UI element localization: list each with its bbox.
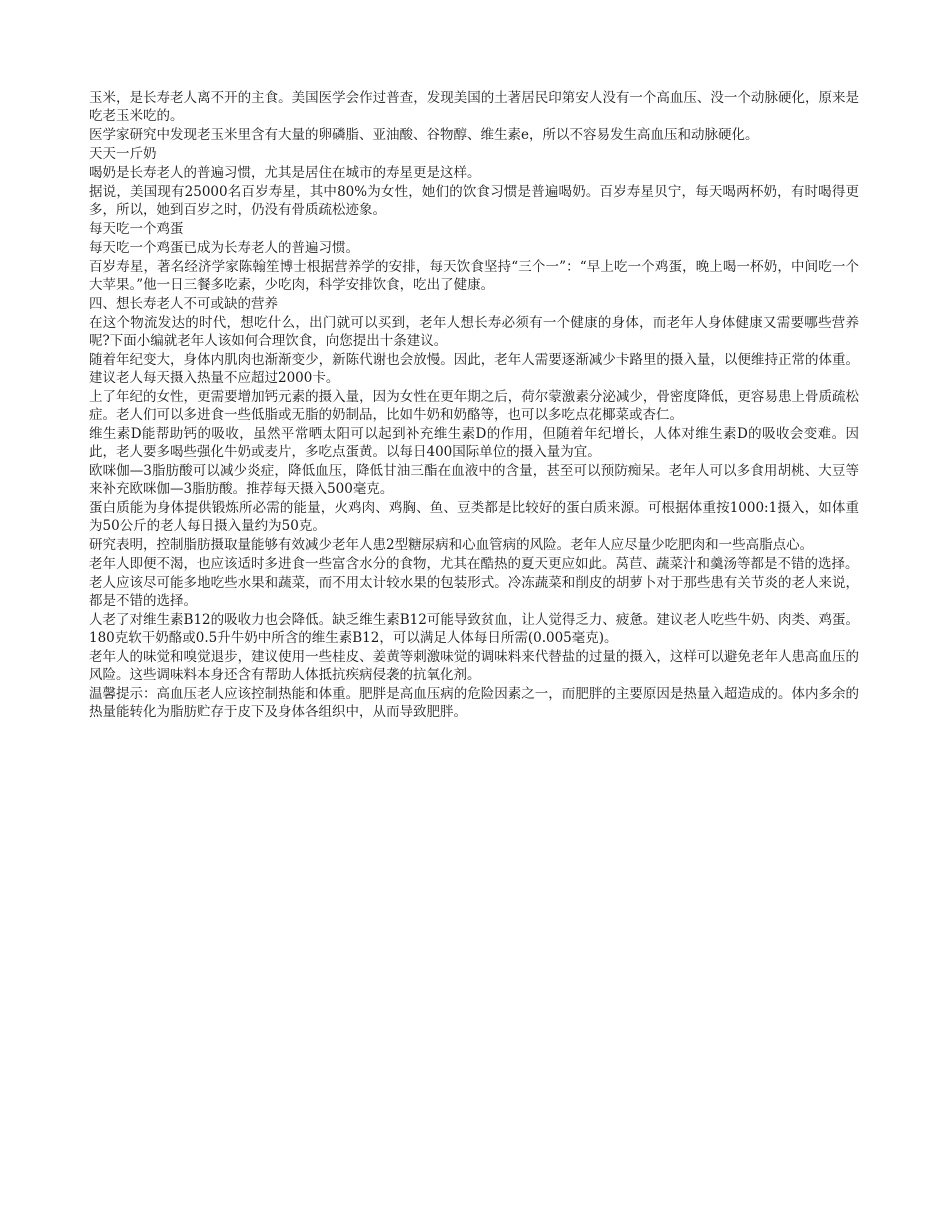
paragraph-egg-habit: 每天吃一个鸡蛋已成为长寿老人的普遍习惯。 [89, 240, 359, 256]
paragraph-vitamin-b12: 人老了对维生素B12的吸收力也会降低。缺乏维生素B12可能导致贫血，让人觉得乏力、疲惫。建议老人吃些牛奶、肉类、鸡蛋。180克软干奶酪或0.5升牛奶中所含的维生素B12，可以满足人体每日所需(0.005毫克)。 [89, 612, 859, 646]
paragraph-corn-staple: 玉米，是长寿老人离不开的主食。美国医学会作过普查，发现美国的土著居民印第安人没有一个高血压、没一个动脉硬化，原来是吃老玉米吃的。 [89, 90, 859, 124]
paragraph-calories: 随着年纪变大，身体内肌肉也渐渐变少，新陈代谢也会放慢。因此，老年人需要逐渐减少卡路里的摄入量，以便维持正常的体重。建议老人每天摄入热量不应超过2000卡。 [89, 352, 859, 386]
paragraph-fat: 研究表明，控制脂肪摄取量能够有效减少老年人患2型糖尿病和心血管病的风险。老年人应尽量少吃肥肉和一些高脂点心。 [89, 537, 814, 553]
paragraph-calcium: 上了年纪的女性，更需要增加钙元素的摄入量，因为女性在更年期之后，荷尔蒙激素分泌减少，骨密度降低，更容易患上骨质疏松症。老人们可以多进食一些低脂或无脂的奶制品，比如牛奶和奶酪等，也可以多吃点花椰菜或杏仁。 [89, 389, 859, 423]
paragraph-milk-centenarians: 据说，美国现有25000名百岁寿星，其中80%为女性，她们的饮食习惯是普遍喝奶。百岁寿星贝宁，每天喝两杯奶，有时喝得更多，所以，她到百岁之时，仍没有骨质疏松迹象。 [89, 184, 859, 218]
heading-daily-egg: 每天吃一个鸡蛋 [89, 221, 184, 237]
heading-daily-milk: 天天一斤奶 [89, 146, 157, 162]
paragraph-vitamin-d: 维生素D能帮助钙的吸收，虽然平常晒太阳可以起到补充维生素D的作用，但随着年纪增长，人体对维生素D的吸收会变难。因此，老人要多喝些强化牛奶或麦片，多吃点蛋黄。以每日400国际单位的摄入量为宜。 [89, 426, 859, 460]
paragraph-protein: 蛋白质能为身体提供锻炼所必需的能量，火鸡肉、鸡胸、鱼、豆类都是比较好的蛋白质来源。可根据体重按1000:1摄入，如体重为50公斤的老人每日摄入量约为50克。 [89, 500, 859, 534]
paragraph-chen-hansheng: 百岁寿星，著名经济学家陈翰笙博士根据营养学的安排，每天饮食坚持“三个一”：“早上吃一个鸡蛋，晚上喝一杯奶，中间吃一个大苹果。”他一日三餐多吃素，少吃肉，科学安排饮食，吃出了健康。 [89, 259, 859, 293]
paragraph-tip: 温馨提示：高血压老人应该控制热能和体重。肥胖是高血压病的危险因素之一，而肥胖的主要原因是热量入超造成的。体内多余的热量能转化为脂肪贮存于皮下及身体各组织中，从而导致肥胖。 [89, 686, 859, 720]
heading-essential-nutrition: 四、想长寿老人不可或缺的营养 [89, 296, 278, 312]
paragraph-milk-habit: 喝奶是长寿老人的普遍习惯，尤其是居住在城市的寿星更是这样。 [89, 165, 481, 181]
paragraph-seasoning: 老年人的味觉和嗅觉退步，建议使用一些桂皮、姜黄等刺激味觉的调味料来代替盐的过量的摄入，这样可以避免老年人患高血压的风险。这些调味料本身还含有帮助人体抵抗疾病侵袭的抗氧化剂。 [89, 649, 859, 683]
paragraph-nutrition-intro: 在这个物流发达的时代，想吃什么，出门就可以买到，老年人想长寿必须有一个健康的身体，而老年人身体健康又需要哪些营养呢?下面小编就老年人该如何合理饮食，向您提出十条建议。 [89, 315, 859, 349]
paragraph-corn-research: 医学家研究中发现老玉米里含有大量的卵磷脂、亚油酸、谷物醇、维生素e，所以不容易发生高血压和动脉硬化。 [89, 127, 759, 143]
paragraph-water: 老年人即便不渴，也应该适时多进食一些富含水分的食物，尤其在酷热的夏天更应如此。莴苣、蔬菜汁和羹汤等都是不错的选择。 [89, 556, 859, 572]
paragraph-omega-3: 欧咪伽—3脂肪酸可以减少炎症，降低血压，降低甘油三酯在血液中的含量，甚至可以预防痴呆。老年人可以多食用胡桃、大豆等来补充欧咪伽—3脂肪酸。推荐每天摄入500毫克。 [89, 463, 859, 497]
paragraph-fruits-vegetables: 老人应该尽可能多地吃些水果和蔬菜，而不用太计较水果的包装形式。冷冻蔬菜和削皮的胡萝卜对于那些患有关节炎的老人来说，都是不错的选择。 [89, 575, 859, 609]
document-page [89, 89, 859, 722]
